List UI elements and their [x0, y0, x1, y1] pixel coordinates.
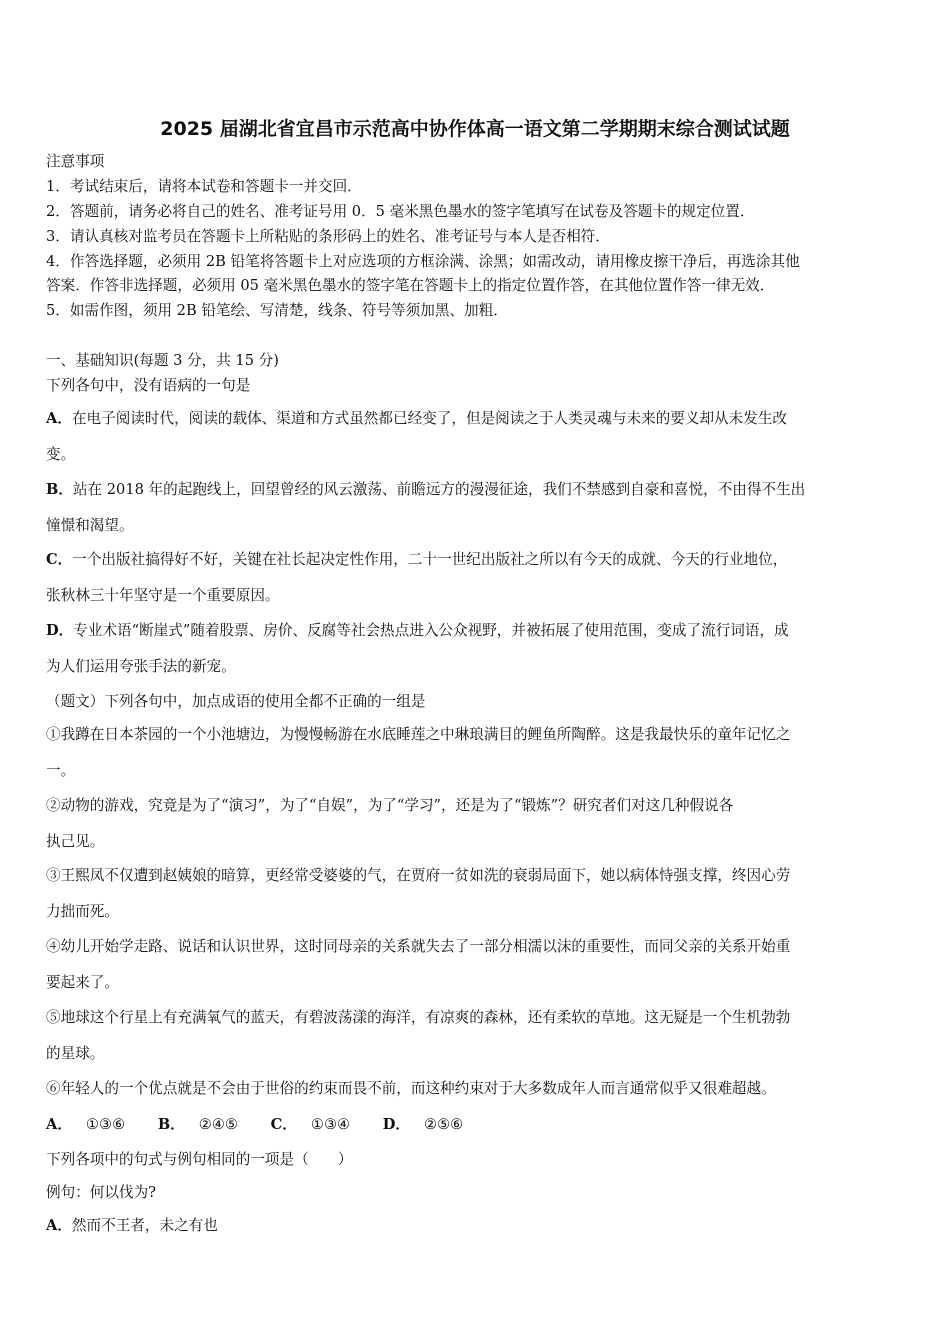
answer-option-d: D． ②⑤⑥ — [382, 1116, 464, 1133]
question-stem: 下列各项中的句式与例句相同的一项是（ ） — [46, 1151, 353, 1168]
option-text-continued: 憧憬和渴望。 — [46, 517, 134, 534]
option-a — [46, 409, 906, 465]
sentence-text: ③王熙凤不仅遭到赵姨娘的暗算，更经常受婆婆的气，在贾府一贫如洗的衰弱局面下，她以病体恃强支撑，终因心劳 — [46, 867, 791, 884]
option-text-continued: 张秋林三十年坚守是一个重要原因。 — [46, 587, 280, 604]
option-a — [46, 1216, 218, 1236]
option-label: B． — [46, 481, 73, 498]
sentence-1 — [46, 725, 906, 781]
notice-item: 答案．作答非选择题，必须用 05 毫米黑色墨水的签字笔在答题卡上的指定位置作答，在其他位置作答一律无效． — [46, 277, 775, 294]
option-label: D． — [46, 622, 74, 639]
notice-item: 3．请认真核对监考员在答题卡上所粘贴的条形码上的姓名、准考证号与本人是否相符． — [46, 228, 610, 245]
sentence-2 — [46, 796, 906, 852]
option-label: A． — [46, 410, 72, 427]
sentence-text-continued: 的星球。 — [46, 1045, 105, 1062]
option-label: A． — [46, 1217, 72, 1234]
sentence-text-continued: 要起来了。 — [46, 974, 119, 991]
option-b — [46, 480, 906, 536]
sentence-6: ⑥年轻人的一个优点就是不会由于世俗的约束而畏不前，而这种约束对于大多数成年人而言通常似乎又很难超越。 — [46, 1080, 776, 1097]
question-stem: （题文）下列各句中，加点成语的使用全都不正确的一组是 — [46, 693, 426, 710]
option-text-continued: 变。 — [46, 446, 76, 463]
answer-option-c: C． ①③④ — [270, 1116, 351, 1133]
option-text: 一个出版社搞得好不好，关键在社长起决定性作用，二十一世纪出版社之所以有今天的成就、今天的行业地位， — [72, 551, 788, 568]
sentence-text-continued: 执己见。 — [46, 833, 105, 850]
sentence-text-continued: 力拙而死。 — [46, 903, 119, 920]
sentence-text: ①我蹲在日本茶园的一个小池塘边，为慢慢畅游在水底睡莲之中琳琅满目的鲤鱼所陶醉。这是我最快乐的童年记忆之 — [46, 726, 791, 743]
answer-option-a: A． ①③⑥ — [46, 1116, 126, 1133]
sentence-text: ④幼儿开始学走路、说话和认识世界，这时同母亲的关系就失去了一部分相濡以沫的重要性，而同父亲的关系开始重 — [46, 938, 791, 955]
option-c — [46, 550, 906, 606]
notice-item: 2．答题前，请务必将自己的姓名、准考证号用 0．5 毫米黑色墨水的签字笔填写在试卷及答题卡的规定位置． — [46, 203, 755, 220]
option-text: 然而不王者，未之有也 — [71, 1217, 218, 1234]
sentence-3 — [46, 866, 906, 922]
option-text: 专业术语“断崖式”随着股票、房价、反腐等社会热点进入公众视野，并被拓展了使用范围，变成了流行词语，成 — [73, 622, 789, 639]
section-heading: 一、基础知识(每题 3 分，共 15 分) — [46, 352, 279, 369]
sentence-text: ⑤地球这个行星上有充满氧气的蓝天，有碧波荡漾的海洋，有凉爽的森林，还有柔软的草地。这无疑是一个生机勃勃 — [46, 1009, 791, 1026]
option-text: 站在 2018 年的起跑线上，回望曾经的风云激荡、前瞻远方的漫漫征途，我们不禁感到自豪和喜悦，不由得不生出 — [72, 481, 806, 498]
question-stem: 下列各句中，没有语病的一句是 — [46, 377, 251, 394]
option-label: C． — [46, 551, 73, 568]
page-title: 2025 届湖北省宜昌市示范高中协作体高一语文第二学期期末综合测试试题 — [160, 118, 790, 140]
example-sentence: 例句：何以伐为? — [46, 1184, 156, 1201]
option-d — [46, 621, 906, 677]
sentence-text-continued: 一。 — [46, 762, 76, 779]
sentence-4 — [46, 937, 906, 993]
answer-options — [46, 1115, 491, 1135]
sentence-5 — [46, 1008, 906, 1064]
notice-item: 1．考试结束后，请将本试卷和答题卡一并交回． — [46, 178, 362, 195]
option-text-continued: 为人们运用夸张手法的新宠。 — [46, 658, 236, 675]
sentence-text: ②动物的游戏，究竟是为了“演习”，为了“自娱”，为了“学习”，还是为了“锻炼”？研究者们对这几种假说各 — [46, 797, 734, 814]
notice-item: 4．作答选择题，必须用 2B 铅笔将答题卡上对应选项的方框涂满、涂黑；如需改动，请用橡皮擦干净后，再选涂其他 — [46, 253, 800, 270]
notice-item: 5．如需作图，须用 2B 铅笔绘、写清楚，线条、符号等须加黑、加粗． — [46, 302, 508, 319]
answer-option-b: B． ②④⑤ — [157, 1116, 238, 1133]
option-text: 在电子阅读时代，阅读的载体、渠道和方式虽然都已经变了，但是阅读之于人类灵魂与未来的要义却从未发生改 — [71, 410, 788, 427]
notice-heading: 注意事项 — [46, 153, 105, 170]
